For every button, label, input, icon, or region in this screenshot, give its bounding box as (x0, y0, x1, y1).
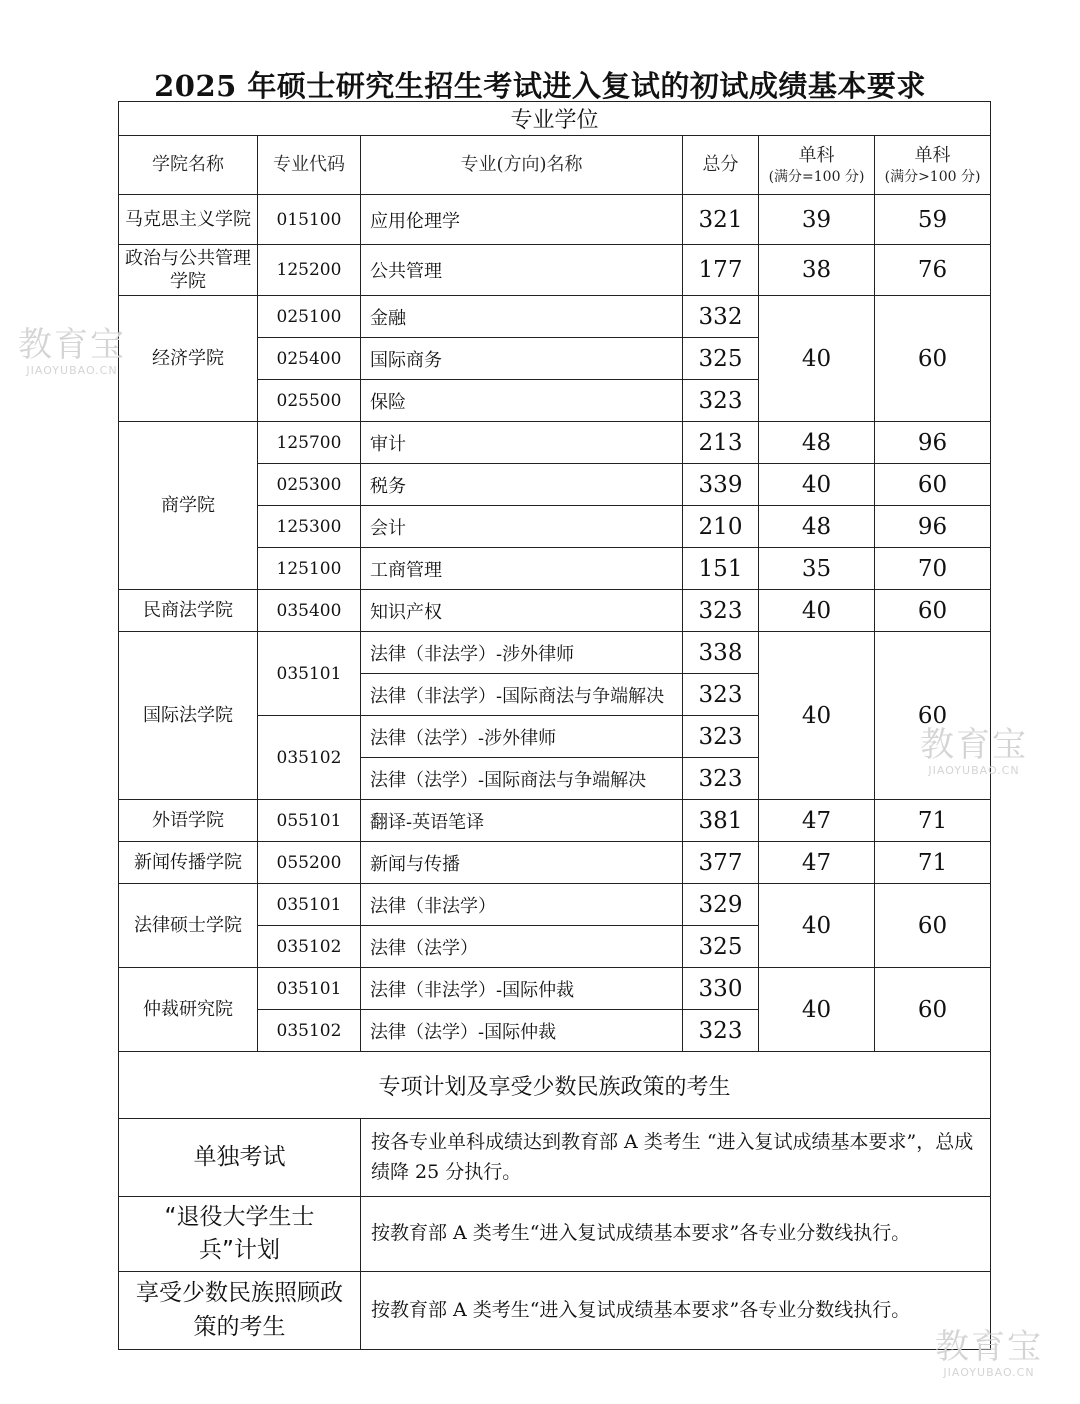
total-cell: 338 (683, 632, 759, 674)
major-cell: 应用伦理学 (361, 195, 683, 245)
header-single-over-100 (875, 136, 991, 195)
code-cell: 125100 (258, 548, 361, 590)
dept-cell: 法律硕士学院 (119, 884, 258, 968)
single-over-100-cell: 60 (875, 464, 991, 506)
single-over-100-cell: 96 (875, 506, 991, 548)
header-single-100-note: (满分=100 分) (768, 168, 865, 185)
single-over-100-cell: 60 (875, 632, 991, 800)
major-cell: 法律（非法学） (361, 884, 683, 926)
major-cell: 工商管理 (361, 548, 683, 590)
total-cell: 323 (683, 380, 759, 422)
single-over-100-cell: 59 (875, 195, 991, 245)
total-cell: 323 (683, 716, 759, 758)
watermark-logo (920, 725, 1028, 777)
single-100-cell: 39 (759, 195, 875, 245)
page-title: 2025 年硕士研究生招生考试进入复试的初试成绩基本要求 (154, 69, 926, 103)
special-item-name (119, 1272, 361, 1350)
dept-cell: 经济学院 (119, 296, 258, 422)
major-cell: 会计 (361, 506, 683, 548)
table-row (119, 632, 991, 674)
dept-cell: 国际法学院 (119, 632, 258, 800)
watermark-url: JIAOYUBAO.CN (928, 764, 1020, 777)
dept-cell: 新闻传播学院 (119, 842, 258, 884)
single-over-100-cell: 60 (875, 968, 991, 1052)
total-cell: 332 (683, 296, 759, 338)
total-cell: 151 (683, 548, 759, 590)
total-cell: 210 (683, 506, 759, 548)
watermark-text: 教育宝 (18, 325, 126, 365)
major-cell: 法律（法学）-国际仲裁 (361, 1010, 683, 1052)
total-cell: 381 (683, 800, 759, 842)
table-row (119, 245, 991, 296)
major-cell: 法律（非法学）-涉外律师 (361, 632, 683, 674)
code-cell: 025300 (258, 464, 361, 506)
table-row (119, 884, 991, 926)
code-cell: 025100 (258, 296, 361, 338)
major-cell: 法律（法学）-国际商法与争端解决 (361, 758, 683, 800)
code-cell: 025500 (258, 380, 361, 422)
header-single-over-100-note: (满分>100 分) (884, 168, 981, 185)
table-row (119, 296, 991, 338)
header-single-over-100-label: 单科 (914, 145, 951, 167)
code-cell: 035102 (258, 926, 361, 968)
total-cell: 325 (683, 338, 759, 380)
total-cell: 330 (683, 968, 759, 1010)
major-cell: 知识产权 (361, 590, 683, 632)
special-item-desc: 按各专业单科成绩达到教育部 A 类考生 “进入复试成绩基本要求”，总成绩降 25 分执行。 (361, 1119, 991, 1197)
header-total: 总分 (683, 136, 759, 195)
code-cell: 035102 (258, 716, 361, 800)
single-100-cell: 47 (759, 842, 875, 884)
single-100-cell: 40 (759, 632, 875, 800)
watermark-logo (18, 325, 126, 377)
code-cell: 035102 (258, 1010, 361, 1052)
header-major: 专业(方向)名称 (361, 136, 683, 195)
header-code: 专业代码 (258, 136, 361, 195)
table-row (119, 842, 991, 884)
code-cell: 025400 (258, 338, 361, 380)
watermark-text: 教育宝 (935, 1327, 1043, 1367)
code-cell: 125200 (258, 245, 361, 296)
table-row (119, 800, 991, 842)
single-100-cell: 40 (759, 590, 875, 632)
watermark-url: JIAOYUBAO.CN (26, 364, 118, 377)
total-cell: 325 (683, 926, 759, 968)
major-cell: 税务 (361, 464, 683, 506)
single-over-100-cell: 96 (875, 422, 991, 464)
single-100-cell: 35 (759, 548, 875, 590)
single-100-cell: 38 (759, 245, 875, 296)
special-item-name: 单独考试 (119, 1119, 361, 1197)
header-single-100 (759, 136, 875, 195)
total-cell: 323 (683, 590, 759, 632)
single-over-100-cell: 76 (875, 245, 991, 296)
single-100-cell: 47 (759, 800, 875, 842)
total-cell: 377 (683, 842, 759, 884)
dept-cell: 商学院 (119, 422, 258, 590)
single-over-100-cell: 71 (875, 800, 991, 842)
code-cell: 015100 (258, 195, 361, 245)
code-cell: 035101 (258, 884, 361, 926)
single-100-cell: 40 (759, 968, 875, 1052)
major-cell: 新闻与传播 (361, 842, 683, 884)
major-cell: 法律（法学） (361, 926, 683, 968)
special-item-desc: 按教育部 A 类考生“进入复试成绩基本要求”各专业分数线执行。 (361, 1272, 991, 1350)
header-single-100-label: 单科 (798, 145, 835, 167)
single-over-100-cell: 60 (875, 884, 991, 968)
major-cell: 法律（非法学）-国际商法与争端解决 (361, 674, 683, 716)
special-item-name-text: 享受少数民族照顾政策的考生 (136, 1280, 343, 1340)
total-cell: 213 (683, 422, 759, 464)
major-cell: 翻译-英语笔译 (361, 800, 683, 842)
score-table (118, 101, 991, 1350)
total-cell: 339 (683, 464, 759, 506)
single-over-100-cell: 71 (875, 842, 991, 884)
special-row (119, 1119, 991, 1197)
table-row (119, 590, 991, 632)
special-row (119, 1272, 991, 1350)
major-cell: 法律（法学）-涉外律师 (361, 716, 683, 758)
total-cell: 323 (683, 674, 759, 716)
code-cell: 035400 (258, 590, 361, 632)
single-over-100-cell: 70 (875, 548, 991, 590)
table-row (119, 195, 991, 245)
major-cell: 审计 (361, 422, 683, 464)
special-section-title: 专项计划及享受少数民族政策的考生 (119, 1052, 991, 1119)
single-over-100-cell: 60 (875, 590, 991, 632)
section-banner: 专业学位 (119, 102, 991, 136)
watermark-logo (935, 1327, 1043, 1379)
major-cell: 国际商务 (361, 338, 683, 380)
special-item-name (119, 1197, 361, 1272)
special-row (119, 1197, 991, 1272)
special-item-name-text: “退役大学生士兵”计划 (164, 1203, 315, 1263)
total-cell: 323 (683, 1010, 759, 1052)
header-row (119, 136, 991, 195)
dept-cell: 马克思主义学院 (119, 195, 258, 245)
dept-cell: 政治与公共管理学院 (119, 245, 258, 296)
single-100-cell: 40 (759, 884, 875, 968)
table-row (119, 422, 991, 464)
major-cell: 金融 (361, 296, 683, 338)
special-item-desc: 按教育部 A 类考生“进入复试成绩基本要求”各专业分数线执行。 (361, 1197, 991, 1272)
single-100-cell: 40 (759, 296, 875, 422)
code-cell: 125700 (258, 422, 361, 464)
code-cell: 035101 (258, 968, 361, 1010)
table-row (119, 968, 991, 1010)
header-dept: 学院名称 (119, 136, 258, 195)
code-cell: 035101 (258, 632, 361, 716)
major-cell: 保险 (361, 380, 683, 422)
total-cell: 321 (683, 195, 759, 245)
total-cell: 329 (683, 884, 759, 926)
dept-cell: 仲裁研究院 (119, 968, 258, 1052)
code-cell: 125300 (258, 506, 361, 548)
code-cell: 055101 (258, 800, 361, 842)
total-cell: 323 (683, 758, 759, 800)
single-100-cell: 48 (759, 506, 875, 548)
single-over-100-cell: 60 (875, 296, 991, 422)
dept-cell: 民商法学院 (119, 590, 258, 632)
major-cell: 法律（非法学）-国际仲裁 (361, 968, 683, 1010)
watermark-text: 教育宝 (920, 725, 1028, 765)
dept-cell: 外语学院 (119, 800, 258, 842)
single-100-cell: 40 (759, 464, 875, 506)
code-cell: 055200 (258, 842, 361, 884)
major-cell: 公共管理 (361, 245, 683, 296)
watermark-url: JIAOYUBAO.CN (943, 1366, 1035, 1379)
single-100-cell: 48 (759, 422, 875, 464)
total-cell: 177 (683, 245, 759, 296)
